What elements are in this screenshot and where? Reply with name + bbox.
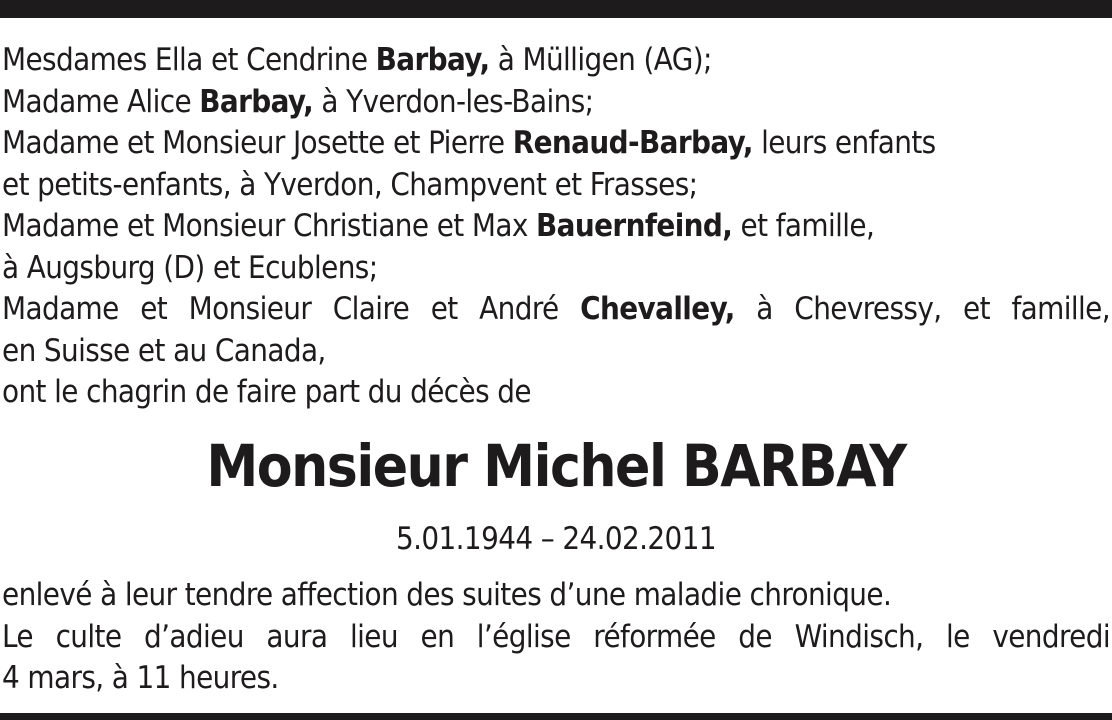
life-dates: 5.01.1944 – 24.02.2011: [396, 521, 716, 557]
family-line-9: ont le chagrin de faire part du décès de: [2, 374, 531, 410]
closing-text: [2, 575, 1110, 700]
family-surname: Barbay,: [199, 83, 314, 120]
family-line-4: et petits-enfants, à Yverdon, Champvent et Frasses;: [2, 166, 698, 203]
family-line-2: Madame Alice Barbay, à Yverdon-les-Bains;: [2, 83, 594, 120]
family-line-1: Mesdames Ella et Cendrine Barbay, à Mülligen (AG);: [2, 42, 712, 78]
closing-line-3: 4 mars, à 11 heures.: [2, 660, 279, 696]
family-announcement: [2, 40, 1110, 414]
family-surname: Renaud-Barbay,: [512, 125, 753, 161]
family-line-3: Madame et Monsieur Josette et Pierre Renaud-Barbay, leurs enfants: [2, 125, 936, 161]
family-line-7: Madame et Monsieur Claire et André Chevalley, à Chevressy, et famille,: [2, 291, 1110, 327]
family-line-8: en Suisse et au Canada,: [2, 332, 326, 369]
closing-line-1: enlevé à leur tendre affection des suites d’une maladie chronique.: [2, 577, 892, 613]
family-surname: Barbay,: [375, 42, 490, 78]
closing-line-2: Le culte d’adieu aura lieu en l’église réformée de Windisch, le vendredi: [2, 618, 1110, 655]
family-line-6: à Augsburg (D) et Ecublens;: [2, 249, 378, 286]
deceased-name: Monsieur Michel BARBAY: [206, 432, 906, 500]
family-surname: Bauernfeind,: [535, 208, 733, 244]
bottom-border-rule: [0, 713, 1112, 720]
top-border-rule: [0, 0, 1112, 18]
family-surname: Chevalley,: [580, 291, 735, 327]
family-line-5: Madame et Monsieur Christiane et Max Bauernfeind, et famille,: [2, 208, 875, 244]
